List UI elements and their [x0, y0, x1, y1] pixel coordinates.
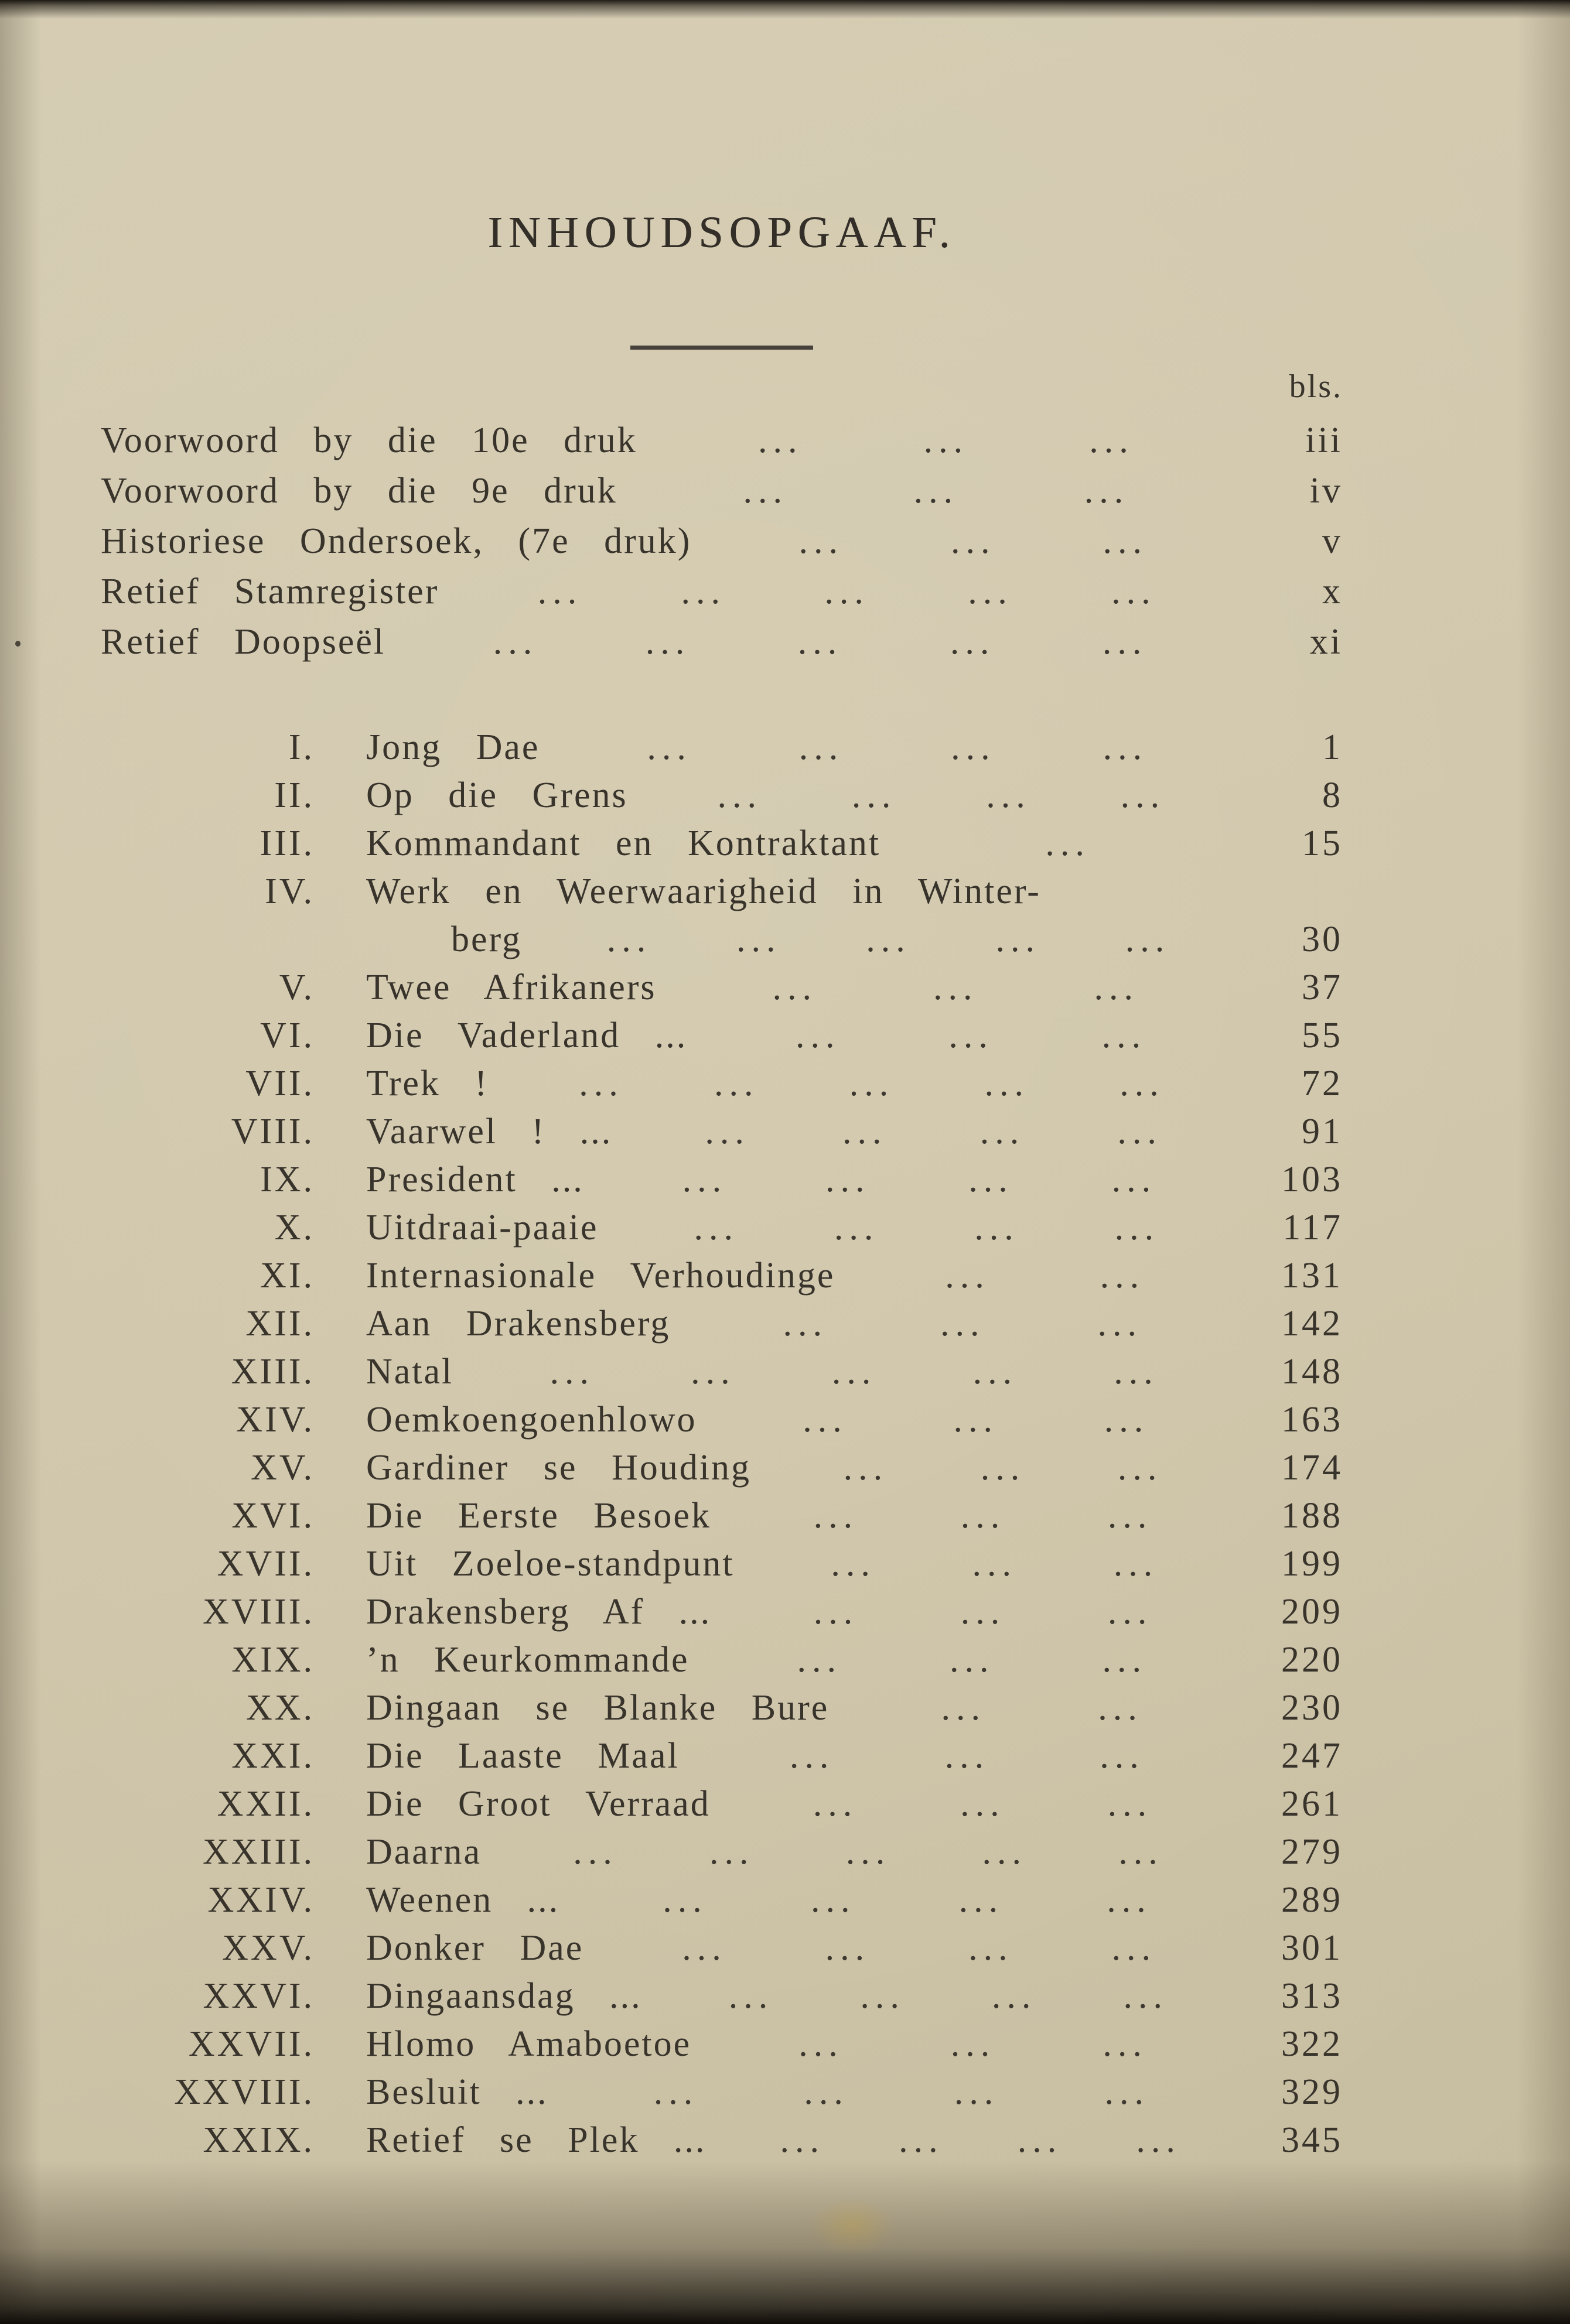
leader-dots: ... [974, 1208, 1019, 1248]
dot-leader [706, 2116, 1255, 2164]
front-matter-list [101, 415, 1343, 667]
leader-dots: ... [653, 2072, 699, 2112]
entry-title: Weenen ... [366, 1880, 560, 1920]
leader-dots: ... [682, 1160, 728, 1199]
leader-dots: ... [986, 775, 1031, 815]
toc-row [101, 1396, 1343, 1444]
entry-title: Dingaan se Blanke Bure [366, 1688, 830, 1728]
leader-dots: ... [913, 471, 959, 511]
entry-title: ’n Keurkommande [366, 1640, 690, 1680]
leader-dots: ... [606, 920, 652, 959]
toc-row [101, 415, 1343, 466]
leader-dots: ... [1104, 1400, 1149, 1440]
toc-row [101, 1636, 1343, 1684]
leader-dots: ... [1117, 1112, 1162, 1151]
leader-dots: ... [1107, 1784, 1153, 1824]
entry-page: 247 [1281, 1736, 1343, 1776]
toc-row [101, 1924, 1343, 1972]
leader-dots: ... [1102, 622, 1148, 662]
leader-dots: ... [1045, 823, 1090, 863]
chapter-number: XI. [260, 1256, 315, 1296]
leader-dots: ... [944, 1736, 990, 1776]
entry-title: Dingaansdag ... [366, 1976, 642, 2016]
entry-page: iii [1305, 421, 1343, 460]
entry-page: 8 [1322, 775, 1343, 815]
entry-page: 261 [1281, 1784, 1343, 1824]
dot-leader [691, 2020, 1255, 2068]
toc-row [101, 566, 1343, 617]
entry-page: 209 [1281, 1592, 1343, 1632]
leader-dots: ... [923, 421, 969, 460]
toc-row [101, 1540, 1343, 1588]
chapter-number: II. [274, 775, 315, 815]
entry-page: 289 [1281, 1880, 1343, 1920]
leader-dots: ... [849, 1064, 895, 1103]
dot-leader [489, 1060, 1255, 1108]
chapter-number: VII. [245, 1064, 315, 1103]
entry-title: Retief se Plek ... [366, 2120, 706, 2160]
dot-leader [628, 771, 1255, 819]
toc-row [101, 1492, 1343, 1540]
dot-leader [829, 1684, 1255, 1732]
leader-dots: ... [663, 1880, 708, 1920]
entry-title: Jong Dae [366, 727, 540, 767]
leader-dots: ... [851, 775, 897, 815]
entry-title: Die Groot Verraad [366, 1784, 711, 1824]
leader-dots: ... [960, 1592, 1006, 1632]
leader-dots: ... [834, 1208, 879, 1248]
toc-row [101, 2020, 1343, 2068]
chapter-number: XVIII. [203, 1592, 315, 1632]
entry-page: v [1322, 521, 1343, 561]
toc-row [101, 617, 1343, 667]
entry-page: 230 [1281, 1688, 1343, 1728]
leader-dots: ... [743, 471, 788, 511]
leader-dots: ... [940, 1304, 985, 1344]
leader-dots: ... [845, 1832, 891, 1872]
leader-dots: ... [804, 2072, 849, 2112]
leader-dots: ... [797, 622, 843, 662]
leader-dots: ... [960, 1784, 1005, 1824]
toc-row [101, 867, 1343, 915]
leader-dots: ... [950, 1640, 995, 1680]
dot-leader [697, 1396, 1255, 1444]
entry-title: Natal [366, 1352, 454, 1392]
entry-title: Gardiner se Houding [366, 1448, 751, 1488]
leader-dots: ... [1017, 2120, 1063, 2160]
toc-row [101, 1444, 1343, 1492]
page-column-label: bls. [1289, 368, 1343, 405]
chapter-number: XVI. [231, 1496, 315, 1536]
leader-dots: ... [717, 775, 762, 815]
dot-leader [711, 1780, 1255, 1828]
entry-page: 199 [1281, 1544, 1343, 1584]
leader-dots: ... [803, 1400, 848, 1440]
leader-dots: ... [995, 920, 1040, 959]
chapter-number: XIII. [231, 1352, 315, 1392]
leader-dots: ... [550, 1352, 595, 1392]
leader-dots: ... [958, 1880, 1004, 1920]
chapter-number: XIX. [231, 1640, 315, 1680]
leader-dots: ... [1136, 2120, 1181, 2160]
leader-dots: ... [728, 1976, 774, 2016]
toc-row [101, 819, 1343, 867]
leader-dots: ... [842, 1112, 888, 1151]
dot-leader [637, 415, 1255, 466]
entry-title: Voorwoord by die 10e druk [101, 421, 637, 460]
leader-dots: ... [813, 1784, 858, 1824]
leader-dots: ... [1100, 1256, 1145, 1296]
chapter-number: XXIX. [203, 2120, 315, 2160]
leader-dots: ... [1103, 727, 1148, 767]
dot-leader [540, 723, 1255, 771]
leader-dots: ... [757, 421, 803, 460]
toc-row [101, 1684, 1343, 1732]
dot-leader [690, 1636, 1255, 1684]
entry-title: Die Eerste Besoek [366, 1496, 711, 1536]
entry-page: 91 [1302, 1112, 1343, 1151]
dot-leader [584, 1156, 1255, 1204]
leader-dots: ... [709, 1832, 755, 1872]
leader-dots: ... [948, 1016, 994, 1055]
dot-leader [482, 1828, 1255, 1876]
leader-dots: ... [783, 1304, 828, 1344]
entry-page: 72 [1302, 1064, 1343, 1103]
entry-page: 188 [1281, 1496, 1343, 1536]
leader-dots: ... [796, 1016, 841, 1055]
entry-title: Die Laaste Maal [366, 1736, 680, 1776]
dot-leader [670, 1300, 1255, 1348]
leader-dots: ... [968, 1160, 1013, 1199]
leader-dots: ... [1114, 1352, 1159, 1392]
leader-dots: ... [843, 1448, 889, 1488]
entry-title: Voorwoord by die 9e druk [101, 471, 617, 511]
entry-title: Kommandant en Kontraktant [366, 823, 881, 863]
entry-page: 345 [1281, 2120, 1343, 2160]
leader-dots: ... [1101, 1016, 1147, 1055]
toc-row [101, 1348, 1343, 1396]
leader-dots: ... [681, 572, 726, 611]
leader-dots: ... [1094, 968, 1139, 1007]
toc-row [101, 466, 1343, 516]
toc-row [101, 2116, 1343, 2164]
chapter-number: XIV. [236, 1400, 315, 1440]
ink-speck [15, 641, 21, 647]
leader-dots: ... [705, 1112, 750, 1151]
dot-leader [599, 1204, 1255, 1252]
leader-dots: ... [1084, 471, 1129, 511]
leader-dots: ... [714, 1064, 759, 1103]
entry-title: Aan Drakensberg [366, 1304, 671, 1344]
chapter-list [101, 723, 1343, 2164]
leader-dots: ... [831, 1544, 876, 1584]
leader-dots: ... [860, 1976, 905, 2016]
entry-page: 163 [1281, 1400, 1343, 1440]
leader-dots: ... [979, 1112, 1025, 1151]
dot-leader [680, 1732, 1255, 1780]
entry-page: 148 [1281, 1352, 1343, 1392]
leader-dots: ... [798, 2024, 844, 2064]
toc-row [101, 963, 1343, 1011]
leader-dots: ... [968, 1928, 1013, 1968]
dot-leader [691, 516, 1255, 566]
chapter-number: XII. [245, 1304, 315, 1344]
leader-dots: ... [824, 572, 869, 611]
toc-row [101, 1108, 1343, 1156]
entry-title: Twee Afrikaners [366, 968, 657, 1007]
leader-dots: ... [645, 622, 691, 662]
leader-dots: ... [1107, 1592, 1153, 1632]
chapter-number: IX. [260, 1160, 315, 1199]
entry-title: Hlomo Amaboetoe [366, 2024, 692, 2064]
entry-page: 1 [1322, 727, 1343, 767]
leader-dots: ... [950, 2024, 996, 2064]
leader-dots: ... [682, 1928, 727, 1968]
leader-dots: ... [1117, 1448, 1163, 1488]
leader-dots: ... [984, 1064, 1029, 1103]
toc-row [101, 516, 1343, 566]
dot-leader [751, 1444, 1255, 1492]
dot-leader [642, 1972, 1255, 2020]
dot-leader [453, 1348, 1255, 1396]
toc-row [101, 2068, 1343, 2116]
leader-dots: ... [972, 1544, 1018, 1584]
dot-leader [835, 1252, 1255, 1300]
leader-dots: ... [772, 968, 818, 1007]
leader-dots: ... [798, 727, 844, 767]
leader-dots: ... [980, 1448, 1026, 1488]
entry-title: Vaarwel ! ... [366, 1112, 613, 1151]
chapter-number: IV. [265, 872, 315, 911]
entry-title: Retief Doopseël [101, 622, 386, 662]
dot-leader [612, 1108, 1255, 1156]
dot-leader [439, 566, 1255, 617]
chapter-number: XXV. [222, 1928, 315, 1968]
leader-dots: ... [941, 1688, 987, 1728]
entry-page: 55 [1302, 1016, 1343, 1055]
leader-dots: ... [1097, 1304, 1142, 1344]
leader-dots: ... [798, 521, 844, 561]
leader-dots: ... [810, 1880, 856, 1920]
leader-dots: ... [945, 1256, 990, 1296]
leader-dots: ... [691, 1352, 736, 1392]
page-title: INHOUDSOPGAAF. [487, 208, 956, 257]
leader-dots: ... [1113, 1544, 1159, 1584]
entry-page: 174 [1281, 1448, 1343, 1488]
toc-row [101, 1060, 1343, 1108]
chapter-number: XV. [250, 1448, 315, 1488]
leader-dots: ... [780, 2120, 825, 2160]
toc-row [101, 723, 1343, 771]
entry-page: 279 [1281, 1832, 1343, 1872]
leader-dots: ... [953, 1400, 999, 1440]
leader-dots: ... [1103, 521, 1148, 561]
paper-stain [791, 2185, 914, 2267]
leader-dots: ... [1120, 775, 1166, 815]
leader-dots: ... [825, 1160, 871, 1199]
leader-dots: ... [493, 622, 538, 662]
toc-row [101, 1252, 1343, 1300]
divider-rule [630, 346, 813, 350]
leader-dots: ... [954, 2072, 999, 2112]
leader-dots: ... [899, 2120, 944, 2160]
dot-leader [711, 1588, 1255, 1636]
leader-dots: ... [647, 727, 692, 767]
entry-page: 103 [1281, 1160, 1343, 1199]
leader-dots: ... [797, 1640, 842, 1680]
entry-page: iv [1309, 471, 1343, 511]
leader-dots: ... [813, 1496, 859, 1536]
entry-page: 15 [1302, 823, 1343, 863]
dot-leader [711, 1492, 1255, 1540]
entry-title: Op die Grens [366, 775, 628, 815]
entry-title: berg [451, 920, 523, 959]
leader-dots: ... [579, 1064, 624, 1103]
entry-page: 142 [1281, 1304, 1343, 1344]
leader-dots: ... [1107, 1496, 1153, 1536]
leader-dots: ... [573, 1832, 618, 1872]
entry-page: 131 [1281, 1256, 1343, 1296]
leader-dots: ... [1104, 2072, 1149, 2112]
leader-dots: ... [1107, 1880, 1152, 1920]
chapter-number: VI. [260, 1016, 315, 1055]
toc-row [101, 1156, 1343, 1204]
toc-row [101, 1780, 1343, 1828]
chapter-number: XXIII. [203, 1832, 315, 1872]
entry-title: Historiese Ondersoek, (7e druk) [101, 521, 692, 561]
leader-dots: ... [951, 727, 996, 767]
leader-dots: ... [813, 1592, 859, 1632]
leader-dots: ... [736, 920, 781, 959]
leader-dots: ... [1111, 572, 1156, 611]
entry-page: 220 [1281, 1640, 1343, 1680]
chapter-number: VIII. [231, 1112, 315, 1151]
dot-leader [735, 1540, 1255, 1588]
entry-page: 117 [1282, 1208, 1343, 1248]
entry-title: Daarna [366, 1832, 482, 1872]
toc-row [101, 1588, 1343, 1636]
leader-dots: ... [972, 1352, 1018, 1392]
toc-row [101, 1011, 1343, 1060]
leader-dots: ... [950, 521, 996, 561]
entry-page: 322 [1281, 2024, 1343, 2064]
entry-page: 30 [1302, 920, 1343, 959]
chapter-number: XVII. [217, 1544, 315, 1584]
dot-leader [385, 617, 1255, 667]
leader-dots: ... [1114, 1208, 1160, 1248]
entry-title: Besluit ... [366, 2072, 548, 2112]
entry-title: Uit Zoeloe-standpunt [366, 1544, 735, 1584]
entry-title: Oemkoengoenhlowo [366, 1400, 697, 1440]
dot-leader [559, 1876, 1255, 1924]
toc-row [101, 771, 1343, 819]
leader-dots: ... [933, 968, 978, 1007]
entry-title: Die Vaderland ... [366, 1016, 688, 1055]
entry-page: x [1322, 572, 1343, 611]
leader-dots: ... [968, 572, 1013, 611]
dot-leader [522, 915, 1255, 963]
leader-dots: ... [1118, 1832, 1163, 1872]
leader-dots: ... [1098, 1688, 1143, 1728]
leader-dots: ... [950, 622, 995, 662]
toc-row [101, 1204, 1343, 1252]
chapter-number: XXII. [217, 1784, 315, 1824]
entry-page: 313 [1281, 1976, 1343, 2016]
dot-leader [617, 466, 1255, 516]
chapter-number: XXVIII. [174, 2072, 315, 2112]
entry-title: Uitdraai-paaie [366, 1208, 599, 1248]
entry-title: Retief Stamregister [101, 572, 439, 611]
chapter-number: III. [260, 823, 315, 863]
leader-dots: ... [789, 1736, 835, 1776]
chapter-number: XXVI. [203, 1976, 315, 2016]
entry-title: Werk en Weerwaarigheid in Winter- [366, 872, 1041, 911]
toc-content [101, 0, 1343, 2164]
leader-dots: ... [537, 572, 583, 611]
entry-title: Internasionale Verhoudinge [366, 1256, 835, 1296]
entry-page: 329 [1281, 2072, 1343, 2112]
dot-leader [657, 963, 1255, 1011]
chapter-number: XXVII. [188, 2024, 315, 2064]
toc-row [101, 1972, 1343, 2020]
chapter-number: XXIV. [207, 1880, 315, 1920]
leader-dots: ... [1100, 1736, 1145, 1776]
leader-dots: ... [982, 1832, 1027, 1872]
entry-title: Drakensberg Af ... [366, 1592, 712, 1632]
chapter-number: V. [279, 968, 315, 1007]
entry-title: Donker Dae [366, 1928, 584, 1968]
leader-dots: ... [1123, 1976, 1168, 2016]
dot-leader [687, 1011, 1255, 1060]
dot-leader [548, 2068, 1255, 2116]
leader-dots: ... [1111, 1928, 1157, 1968]
entry-page: 37 [1302, 968, 1343, 1007]
chapter-number: I. [288, 727, 315, 767]
chapter-number: X. [274, 1208, 315, 1248]
leader-dots: ... [1111, 1160, 1157, 1199]
chapter-number: XXI. [231, 1736, 315, 1776]
toc-row [101, 1300, 1343, 1348]
leader-dots: ... [1120, 1064, 1165, 1103]
entry-page: 301 [1281, 1928, 1343, 1968]
entry-page: xi [1309, 622, 1343, 662]
leader-dots: ... [1125, 920, 1170, 959]
leader-dots: ... [960, 1496, 1006, 1536]
toc-row [101, 915, 1343, 963]
leader-dots: ... [825, 1928, 871, 1968]
dot-leader [880, 819, 1255, 867]
leader-dots: ... [1089, 421, 1134, 460]
toc-row [101, 1828, 1343, 1876]
leader-dots: ... [1102, 1640, 1147, 1680]
leader-dots: ... [991, 1976, 1037, 2016]
entry-title: Trek ! [366, 1064, 489, 1103]
entry-title: President ... [366, 1160, 584, 1199]
toc-row [101, 1732, 1343, 1780]
toc-row [101, 1876, 1343, 1924]
chapter-number: XX. [245, 1688, 315, 1728]
leader-dots: ... [866, 920, 911, 959]
leader-dots: ... [694, 1208, 739, 1248]
leader-dots: ... [1103, 2024, 1148, 2064]
dot-leader [583, 1924, 1255, 1972]
leader-dots: ... [831, 1352, 877, 1392]
